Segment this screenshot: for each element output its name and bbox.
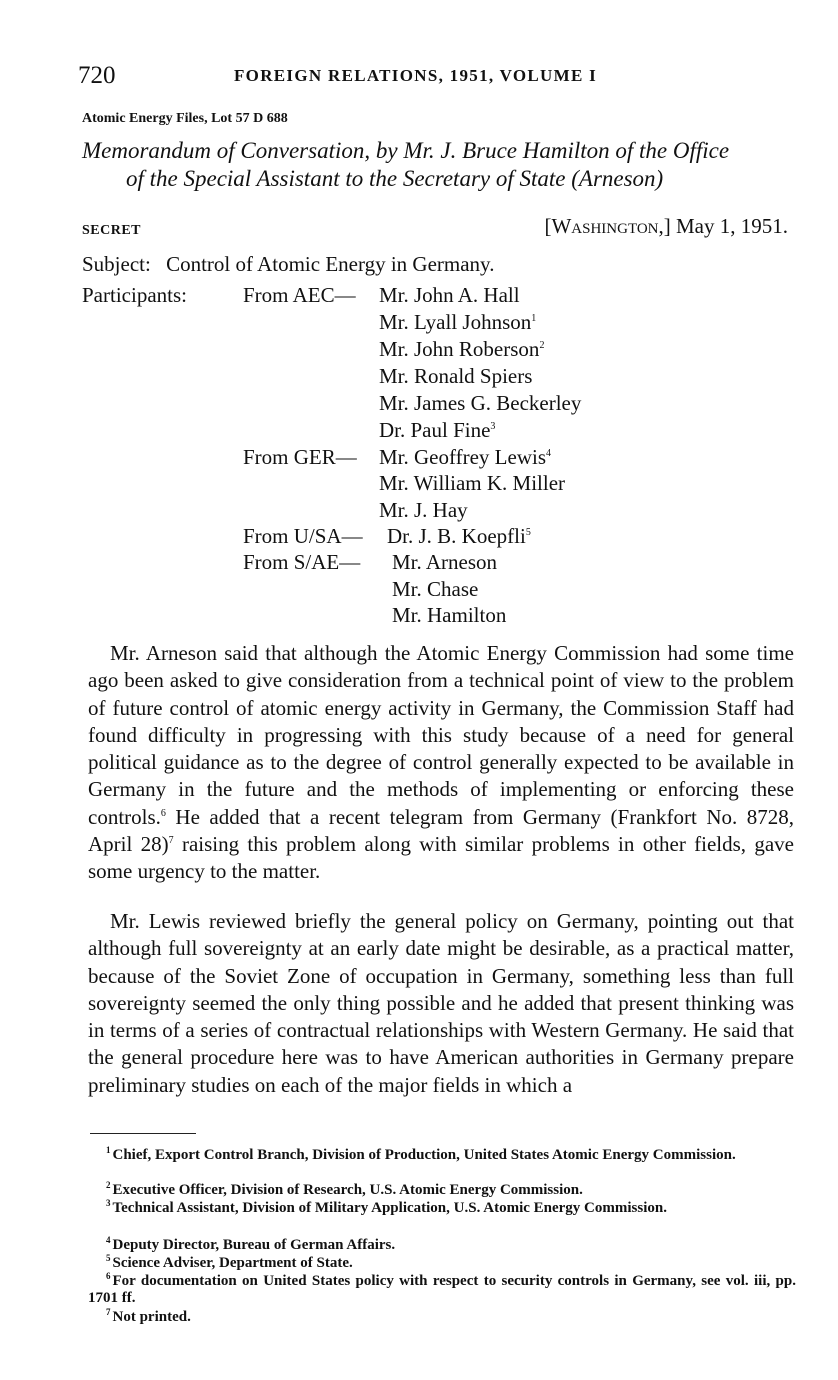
document-title-line-2: of the Special Assistant to the Secretary of State (Arneson) bbox=[126, 166, 664, 191]
participant-group-from: From S/AE— bbox=[243, 550, 361, 574]
subject-text: Control of Atomic Energy in Germany. bbox=[166, 252, 495, 276]
participant-group-from: From U/SA— bbox=[243, 524, 363, 548]
participant-name: Mr. Chase bbox=[392, 577, 479, 601]
subject-line bbox=[82, 252, 494, 277]
participant-name: Dr. J. B. Koepfli$^5$ bbox=[387, 524, 531, 548]
footnote-ref: 4 bbox=[546, 448, 551, 459]
footnote-ref: 5 bbox=[525, 527, 531, 538]
footnote: $^6$ For documentation on United States policy with respect to security controls in Germany, see vol. iii, pp. 1701 ff. bbox=[88, 1271, 796, 1306]
document-title-line-1: Memorandum of Conversation, by Mr. J. Bruce Hamilton of the Office bbox=[82, 138, 730, 163]
footnote-ref: 2 bbox=[539, 340, 545, 351]
participant-name: Mr. Hamilton bbox=[392, 603, 507, 627]
participant-name: Mr. William K. Miller bbox=[379, 471, 566, 495]
body-paragraph-1: Mr. Arneson said that although the Atomic Energy Commission had some time ago been asked to give consideration from a technical point of view to the problem of future control of atomic energy activity in Germany, the Commission Staff had found difficulty in progressing with this study because of a need for general political guidance as to the degree of control generally expected to be available in Germany in the future and the methods of implementing or enforcing these controls.$^6$ He added that a recent telegram from Germany (Frankfort No. 8728, April 28)$^7$ raising this problem along with similar problems in other fields, gave some urgency to the matter. bbox=[88, 641, 794, 884]
participant-name: Mr. J. Hay bbox=[379, 498, 468, 522]
footnote: $^3$ Technical Assistant, Division of Military Application, U.S. Atomic Energy Commission. bbox=[106, 1198, 667, 1216]
participant-name: Mr. James G. Beckerley bbox=[379, 391, 582, 415]
dateline-place: [Washington,] bbox=[544, 214, 671, 238]
participant-name: Mr. Lyall Johnson$^1$ bbox=[379, 310, 537, 334]
page-number: 720 bbox=[78, 62, 116, 89]
running-head: FOREIGN RELATIONS, 1951, VOLUME I bbox=[234, 66, 598, 85]
source-note: Atomic Energy Files, Lot 57 D 688 bbox=[82, 111, 288, 126]
participant-group-from: From GER— bbox=[243, 445, 357, 469]
dateline bbox=[544, 214, 788, 239]
footnote: $^2$ Executive Officer, Division of Research, U.S. Atomic Energy Commission. bbox=[106, 1180, 583, 1198]
participant-name: Mr. John Roberson$^2$ bbox=[379, 337, 545, 361]
participant-name: Mr. Geoffrey Lewis$^4$ bbox=[379, 445, 551, 469]
footnote-ref: 6 bbox=[160, 807, 166, 819]
footnote-divider bbox=[90, 1133, 196, 1134]
footnote-ref: 1 bbox=[531, 313, 537, 324]
footnote-ref: 3 bbox=[490, 421, 496, 432]
footnote: $^5$ Science Adviser, Department of State. bbox=[106, 1253, 353, 1271]
participant-name: Dr. Paul Fine$^3$ bbox=[379, 418, 496, 442]
footnote: $^7$ Not printed. bbox=[106, 1307, 191, 1325]
subject-label: Subject: bbox=[82, 252, 151, 276]
dateline-date: May 1, 1951. bbox=[676, 214, 788, 238]
footnote: $^1$ Chief, Export Control Branch, Division of Production, United States Atomic Energy Commission. bbox=[106, 1145, 736, 1163]
participant-name: Mr. Ronald Spiers bbox=[379, 364, 533, 388]
footnote-ref: 7 bbox=[168, 835, 174, 847]
classification-marking: SECRET bbox=[82, 223, 142, 238]
participant-name: Mr. John A. Hall bbox=[379, 283, 520, 307]
participant-group-from: From AEC— bbox=[243, 283, 356, 307]
body-paragraph-2: Mr. Lewis reviewed briefly the general policy on Germany, pointing out that although full sovereignty at an early date might be desirable, as a practical matter, because of the Soviet Zone of occupation in Germany, something less than full sovereignty seemed the only thing possible and he added that present thinking was in terms of a series of contractual relationships with Western Germany. He said that the general procedure here was to have American authorities in Germany prepare preliminary studies on each of the major fields in which a bbox=[88, 909, 794, 1097]
participants-label: Participants: bbox=[82, 283, 187, 307]
footnote: $^4$ Deputy Director, Bureau of German Affairs. bbox=[106, 1235, 396, 1253]
participant-name: Mr. Arneson bbox=[392, 550, 497, 574]
